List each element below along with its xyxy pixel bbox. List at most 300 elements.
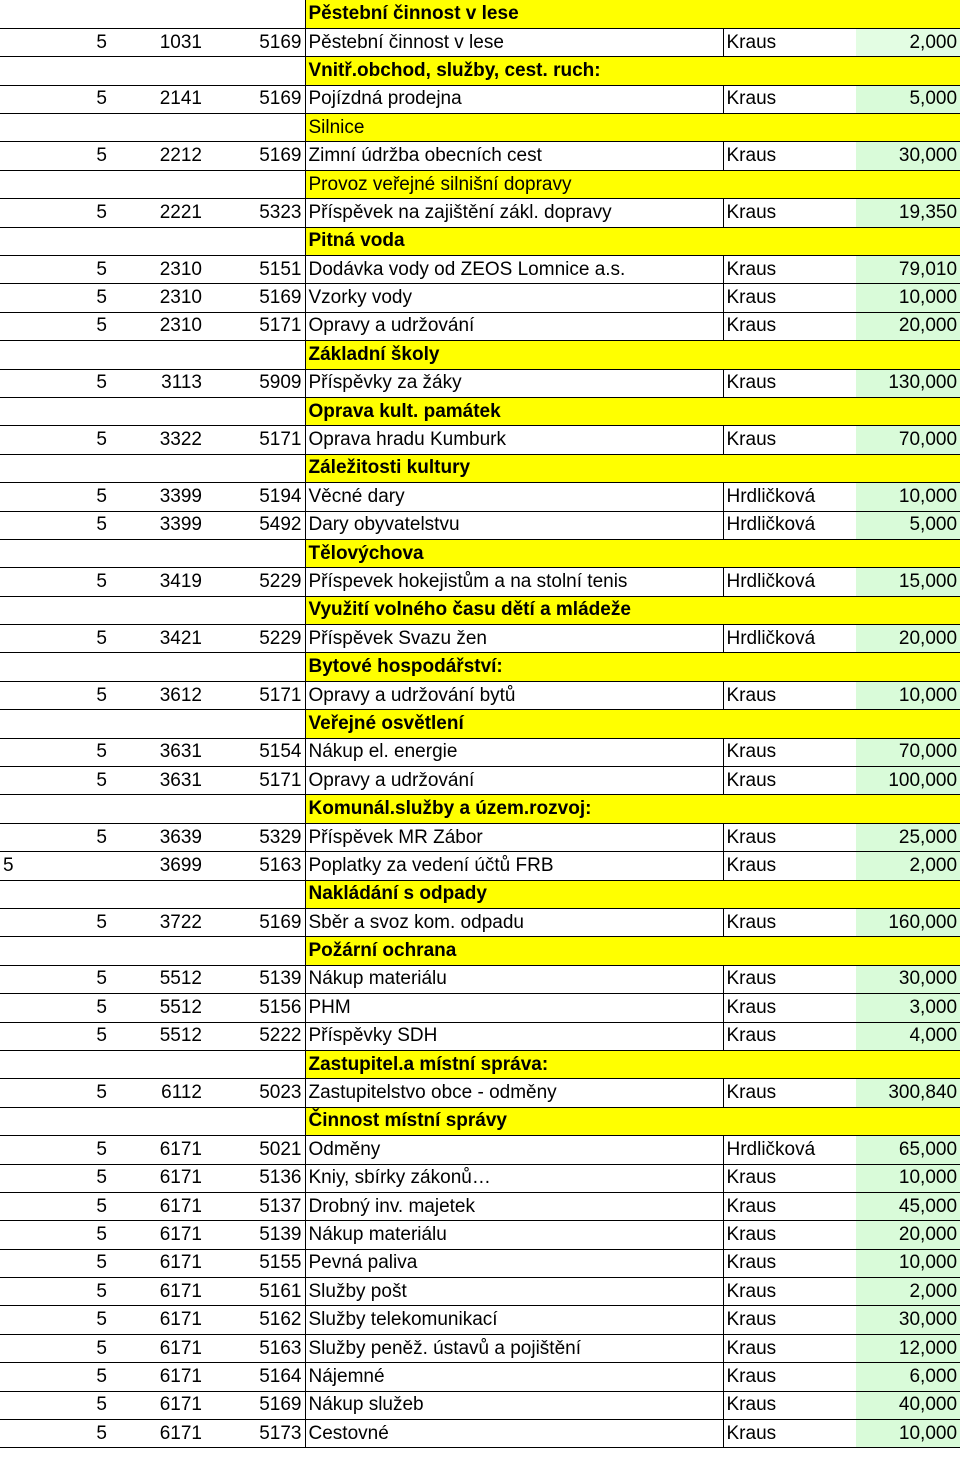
- amount-cell: 10,000: [856, 681, 960, 709]
- description-cell: Příspevek hokejistům a na stolní tenis: [305, 568, 723, 596]
- table-row: [0, 1192, 960, 1220]
- responsible-cell: Kraus: [723, 369, 856, 397]
- amount-cell: 2,000: [856, 852, 960, 880]
- empty-cell: [0, 57, 107, 85]
- empty-cell: [107, 1050, 205, 1078]
- empty-cell: [0, 114, 107, 142]
- item-code-cell: 5021: [205, 1136, 305, 1164]
- class-cell: 5: [0, 142, 107, 170]
- section-heading: Zastupitel.a místní správa:: [305, 1050, 960, 1078]
- class-cell: 5: [0, 1363, 107, 1391]
- empty-cell: [0, 880, 107, 908]
- empty-cell: [107, 170, 205, 198]
- item-code-cell: 5171: [205, 681, 305, 709]
- responsible-cell: Kraus: [723, 1249, 856, 1277]
- item-code-cell: 5323: [205, 199, 305, 227]
- item-code-cell: 5139: [205, 965, 305, 993]
- table-row: [0, 738, 960, 766]
- amount-cell: 6,000: [856, 1363, 960, 1391]
- paragraph-cell: 6171: [107, 1391, 205, 1419]
- empty-cell: [0, 1107, 107, 1135]
- empty-cell: [107, 454, 205, 482]
- table-row: [0, 852, 960, 880]
- table-row: [0, 1136, 960, 1164]
- section-heading: Provoz veřejné silnišní dopravy: [305, 170, 960, 198]
- description-cell: Vzorky vody: [305, 284, 723, 312]
- description-cell: PHM: [305, 994, 723, 1022]
- item-code-cell: 5163: [205, 1334, 305, 1362]
- table-row: [0, 1164, 960, 1192]
- paragraph-cell: 3639: [107, 823, 205, 851]
- section-heading-row: [0, 57, 960, 85]
- amount-cell: 10,000: [856, 1249, 960, 1277]
- item-code-cell: 5909: [205, 369, 305, 397]
- class-cell: 5: [0, 823, 107, 851]
- class-cell: 5: [0, 767, 107, 795]
- empty-cell: [0, 397, 107, 425]
- amount-cell: 10,000: [856, 284, 960, 312]
- amount-cell: 79,010: [856, 256, 960, 284]
- description-cell: Služby pošt: [305, 1278, 723, 1306]
- paragraph-cell: 2310: [107, 256, 205, 284]
- amount-cell: 65,000: [856, 1136, 960, 1164]
- responsible-cell: Kraus: [723, 1391, 856, 1419]
- responsible-cell: Kraus: [723, 1221, 856, 1249]
- paragraph-cell: 3722: [107, 909, 205, 937]
- description-cell: Odměny: [305, 1136, 723, 1164]
- paragraph-cell: 6171: [107, 1363, 205, 1391]
- description-cell: Příspěvek Svazu žen: [305, 625, 723, 653]
- item-code-cell: 5156: [205, 994, 305, 1022]
- section-heading-row: [0, 397, 960, 425]
- empty-cell: [0, 596, 107, 624]
- empty-cell: [0, 341, 107, 369]
- item-code-cell: 5161: [205, 1278, 305, 1306]
- description-cell: Opravy a udržování: [305, 767, 723, 795]
- section-heading-row: [0, 653, 960, 681]
- section-heading-row: [0, 1107, 960, 1135]
- table-row: [0, 1391, 960, 1419]
- section-heading-row: [0, 880, 960, 908]
- responsible-cell: Kraus: [723, 312, 856, 340]
- amount-cell: 130,000: [856, 369, 960, 397]
- class-cell: 5: [0, 199, 107, 227]
- item-code-cell: 5222: [205, 1022, 305, 1050]
- description-cell: Drobný inv. majetek: [305, 1192, 723, 1220]
- table-row: [0, 511, 960, 539]
- description-cell: Nákup materiálu: [305, 1221, 723, 1249]
- table-row: [0, 767, 960, 795]
- description-cell: Nájemné: [305, 1363, 723, 1391]
- amount-cell: 20,000: [856, 1221, 960, 1249]
- empty-cell: [107, 341, 205, 369]
- responsible-cell: Kraus: [723, 1192, 856, 1220]
- paragraph-cell: 6171: [107, 1136, 205, 1164]
- paragraph-cell: 6171: [107, 1192, 205, 1220]
- section-heading-row: [0, 227, 960, 255]
- responsible-cell: Kraus: [723, 284, 856, 312]
- paragraph-cell: 3322: [107, 426, 205, 454]
- description-cell: Zastupitelstvo obce - odměny: [305, 1079, 723, 1107]
- amount-cell: 2,000: [856, 28, 960, 56]
- empty-cell: [107, 227, 205, 255]
- item-code-cell: 5169: [205, 284, 305, 312]
- paragraph-cell: 6171: [107, 1420, 205, 1448]
- table-row: [0, 1278, 960, 1306]
- item-code-cell: 5492: [205, 511, 305, 539]
- empty-cell: [107, 114, 205, 142]
- item-code-cell: 5171: [205, 767, 305, 795]
- empty-cell: [0, 454, 107, 482]
- empty-cell: [0, 795, 107, 823]
- class-cell: 5: [0, 28, 107, 56]
- amount-cell: 3,000: [856, 994, 960, 1022]
- empty-cell: [0, 0, 107, 28]
- table-row: [0, 1420, 960, 1448]
- item-code-cell: 5137: [205, 1192, 305, 1220]
- empty-cell: [205, 397, 305, 425]
- table-row: [0, 312, 960, 340]
- description-cell: Příspěvek na zajištění zákl. dopravy: [305, 199, 723, 227]
- empty-cell: [205, 539, 305, 567]
- paragraph-cell: 5512: [107, 994, 205, 1022]
- paragraph-cell: 2310: [107, 284, 205, 312]
- paragraph-cell: 5512: [107, 1022, 205, 1050]
- class-cell: 5: [0, 625, 107, 653]
- table-row: [0, 284, 960, 312]
- item-code-cell: 5229: [205, 568, 305, 596]
- section-heading-row: [0, 1050, 960, 1078]
- paragraph-cell: 2221: [107, 199, 205, 227]
- description-cell: Dodávka vody od ZEOS Lomnice a.s.: [305, 256, 723, 284]
- section-heading-row: [0, 710, 960, 738]
- responsible-cell: Hrdličková: [723, 1136, 856, 1164]
- section-heading: Tělovýchova: [305, 539, 960, 567]
- empty-cell: [205, 0, 305, 28]
- section-heading-row: [0, 0, 960, 28]
- table-row: [0, 994, 960, 1022]
- empty-cell: [205, 880, 305, 908]
- amount-cell: 30,000: [856, 1306, 960, 1334]
- item-code-cell: 5164: [205, 1363, 305, 1391]
- responsible-cell: Kraus: [723, 1278, 856, 1306]
- table-row: [0, 625, 960, 653]
- section-heading: Základní školy: [305, 341, 960, 369]
- amount-cell: 30,000: [856, 142, 960, 170]
- responsible-cell: Kraus: [723, 1334, 856, 1362]
- empty-cell: [205, 710, 305, 738]
- item-code-cell: 5329: [205, 823, 305, 851]
- class-cell: 5: [0, 738, 107, 766]
- amount-cell: 45,000: [856, 1192, 960, 1220]
- paragraph-cell: 3631: [107, 767, 205, 795]
- paragraph-cell: 2212: [107, 142, 205, 170]
- section-heading: Oprava kult. památek: [305, 397, 960, 425]
- amount-cell: 20,000: [856, 312, 960, 340]
- item-code-cell: 5023: [205, 1079, 305, 1107]
- amount-cell: 10,000: [856, 1164, 960, 1192]
- class-cell: 5: [0, 1164, 107, 1192]
- section-heading-row: [0, 596, 960, 624]
- description-cell: Kniy, sbírky zákonů…: [305, 1164, 723, 1192]
- empty-cell: [107, 937, 205, 965]
- description-cell: Cestovné: [305, 1420, 723, 1448]
- responsible-cell: Kraus: [723, 1022, 856, 1050]
- empty-cell: [0, 170, 107, 198]
- amount-cell: 4,000: [856, 1022, 960, 1050]
- description-cell: Nákup služeb: [305, 1391, 723, 1419]
- responsible-cell: Kraus: [723, 256, 856, 284]
- responsible-cell: Kraus: [723, 142, 856, 170]
- item-code-cell: 5169: [205, 28, 305, 56]
- empty-cell: [0, 539, 107, 567]
- responsible-cell: Kraus: [723, 767, 856, 795]
- section-heading-row: [0, 937, 960, 965]
- responsible-cell: Kraus: [723, 28, 856, 56]
- description-cell: Věcné dary: [305, 483, 723, 511]
- item-code-cell: 5173: [205, 1420, 305, 1448]
- responsible-cell: Kraus: [723, 909, 856, 937]
- amount-cell: 12,000: [856, 1334, 960, 1362]
- class-cell: 5: [0, 369, 107, 397]
- table-row: [0, 483, 960, 511]
- description-cell: Dary obyvatelstvu: [305, 511, 723, 539]
- amount-cell: 20,000: [856, 625, 960, 653]
- section-heading: Veřejné osvětlení: [305, 710, 960, 738]
- class-cell: 5: [0, 852, 107, 880]
- class-cell: 5: [0, 1249, 107, 1277]
- table-row: [0, 965, 960, 993]
- responsible-cell: Kraus: [723, 1420, 856, 1448]
- table-row: [0, 28, 960, 56]
- description-cell: Nákup materiálu: [305, 965, 723, 993]
- description-cell: Nákup el. energie: [305, 738, 723, 766]
- class-cell: 5: [0, 1278, 107, 1306]
- responsible-cell: Hrdličková: [723, 511, 856, 539]
- amount-cell: 5,000: [856, 85, 960, 113]
- description-cell: Pevná paliva: [305, 1249, 723, 1277]
- empty-cell: [0, 710, 107, 738]
- section-heading: Pěstební činnost v lese: [305, 0, 960, 28]
- item-code-cell: 5229: [205, 625, 305, 653]
- responsible-cell: Kraus: [723, 85, 856, 113]
- description-cell: Oprava hradu Kumburk: [305, 426, 723, 454]
- item-code-cell: 5169: [205, 909, 305, 937]
- empty-cell: [205, 596, 305, 624]
- empty-cell: [205, 341, 305, 369]
- section-heading-row: [0, 539, 960, 567]
- empty-cell: [107, 653, 205, 681]
- section-heading: Nakládání s odpady: [305, 880, 960, 908]
- section-heading: Činnost místní správy: [305, 1107, 960, 1135]
- description-cell: Příspěvky SDH: [305, 1022, 723, 1050]
- section-heading: Pitná voda: [305, 227, 960, 255]
- responsible-cell: Hrdličková: [723, 483, 856, 511]
- item-code-cell: 5171: [205, 426, 305, 454]
- responsible-cell: Hrdličková: [723, 568, 856, 596]
- amount-cell: 70,000: [856, 738, 960, 766]
- description-cell: Pojízdná prodejna: [305, 85, 723, 113]
- table-row: [0, 909, 960, 937]
- table-row: [0, 1306, 960, 1334]
- empty-cell: [205, 653, 305, 681]
- section-heading: Bytové hospodářství:: [305, 653, 960, 681]
- amount-cell: 300,840: [856, 1079, 960, 1107]
- class-cell: 5: [0, 284, 107, 312]
- paragraph-cell: 3399: [107, 511, 205, 539]
- description-cell: Opravy a udržování: [305, 312, 723, 340]
- table-row: [0, 1249, 960, 1277]
- paragraph-cell: 3421: [107, 625, 205, 653]
- description-cell: Příspěvek MR Zábor: [305, 823, 723, 851]
- item-code-cell: 5136: [205, 1164, 305, 1192]
- empty-cell: [0, 227, 107, 255]
- class-cell: 5: [0, 1221, 107, 1249]
- responsible-cell: Kraus: [723, 1164, 856, 1192]
- empty-cell: [205, 937, 305, 965]
- section-heading: Požární ochrana: [305, 937, 960, 965]
- paragraph-cell: 5512: [107, 965, 205, 993]
- empty-cell: [107, 795, 205, 823]
- empty-cell: [0, 1050, 107, 1078]
- empty-cell: [205, 454, 305, 482]
- class-cell: 5: [0, 483, 107, 511]
- table-row: [0, 823, 960, 851]
- empty-cell: [205, 795, 305, 823]
- table-row: [0, 1363, 960, 1391]
- table-row: [0, 426, 960, 454]
- amount-cell: 100,000: [856, 767, 960, 795]
- class-cell: 5: [0, 511, 107, 539]
- empty-cell: [107, 539, 205, 567]
- item-code-cell: 5194: [205, 483, 305, 511]
- class-cell: 5: [0, 1306, 107, 1334]
- class-cell: 5: [0, 1420, 107, 1448]
- amount-cell: 2,000: [856, 1278, 960, 1306]
- table-row: [0, 256, 960, 284]
- empty-cell: [107, 880, 205, 908]
- item-code-cell: 5163: [205, 852, 305, 880]
- class-cell: 5: [0, 426, 107, 454]
- class-cell: 5: [0, 1079, 107, 1107]
- paragraph-cell: 6171: [107, 1278, 205, 1306]
- empty-cell: [0, 937, 107, 965]
- section-heading: Využití volného času dětí a mládeže: [305, 596, 960, 624]
- empty-cell: [107, 0, 205, 28]
- class-cell: 5: [0, 681, 107, 709]
- item-code-cell: 5151: [205, 256, 305, 284]
- responsible-cell: Kraus: [723, 1306, 856, 1334]
- section-heading: Záležitosti kultury: [305, 454, 960, 482]
- empty-cell: [205, 114, 305, 142]
- class-cell: 5: [0, 1022, 107, 1050]
- empty-cell: [107, 596, 205, 624]
- empty-cell: [205, 1050, 305, 1078]
- description-cell: Pěstební činnost v lese: [305, 28, 723, 56]
- responsible-cell: Kraus: [723, 199, 856, 227]
- description-cell: Služby peněž. ústavů a pojištění: [305, 1334, 723, 1362]
- description-cell: Služby telekomunikací: [305, 1306, 723, 1334]
- class-cell: 5: [0, 1136, 107, 1164]
- class-cell: 5: [0, 1334, 107, 1362]
- responsible-cell: Kraus: [723, 738, 856, 766]
- paragraph-cell: 2310: [107, 312, 205, 340]
- table-row: [0, 369, 960, 397]
- table-row: [0, 681, 960, 709]
- paragraph-cell: 1031: [107, 28, 205, 56]
- responsible-cell: Kraus: [723, 426, 856, 454]
- item-code-cell: 5169: [205, 1391, 305, 1419]
- amount-cell: 10,000: [856, 1420, 960, 1448]
- description-cell: Sběr a svoz kom. odpadu: [305, 909, 723, 937]
- amount-cell: 160,000: [856, 909, 960, 937]
- section-heading: Silnice: [305, 114, 960, 142]
- amount-cell: 5,000: [856, 511, 960, 539]
- class-cell: 5: [0, 909, 107, 937]
- class-cell: 5: [0, 965, 107, 993]
- class-cell: 5: [0, 568, 107, 596]
- section-heading-row: [0, 170, 960, 198]
- table-row: [0, 1221, 960, 1249]
- item-code-cell: 5171: [205, 312, 305, 340]
- description-cell: Poplatky za vedení účtů FRB: [305, 852, 723, 880]
- paragraph-cell: 6171: [107, 1164, 205, 1192]
- responsible-cell: Kraus: [723, 965, 856, 993]
- empty-cell: [0, 653, 107, 681]
- paragraph-cell: 6171: [107, 1306, 205, 1334]
- paragraph-cell: 6171: [107, 1249, 205, 1277]
- table-row: [0, 1022, 960, 1050]
- section-heading: Komunál.služby a územ.rozvoj:: [305, 795, 960, 823]
- paragraph-cell: 3419: [107, 568, 205, 596]
- amount-cell: 25,000: [856, 823, 960, 851]
- paragraph-cell: 3699: [107, 852, 205, 880]
- empty-cell: [205, 227, 305, 255]
- class-cell: 5: [0, 1391, 107, 1419]
- class-cell: 5: [0, 312, 107, 340]
- item-code-cell: 5169: [205, 142, 305, 170]
- amount-cell: 19,350: [856, 199, 960, 227]
- paragraph-cell: 3113: [107, 369, 205, 397]
- empty-cell: [205, 1107, 305, 1135]
- table-row: [0, 142, 960, 170]
- table-row: [0, 1079, 960, 1107]
- item-code-cell: 5154: [205, 738, 305, 766]
- paragraph-cell: 3631: [107, 738, 205, 766]
- empty-cell: [107, 1107, 205, 1135]
- paragraph-cell: 3612: [107, 681, 205, 709]
- amount-cell: 10,000: [856, 483, 960, 511]
- paragraph-cell: 6112: [107, 1079, 205, 1107]
- item-code-cell: 5162: [205, 1306, 305, 1334]
- section-heading-row: [0, 114, 960, 142]
- empty-cell: [107, 57, 205, 85]
- table-row: [0, 568, 960, 596]
- table-row: [0, 1334, 960, 1362]
- amount-cell: 70,000: [856, 426, 960, 454]
- class-cell: 5: [0, 1192, 107, 1220]
- paragraph-cell: 2141: [107, 85, 205, 113]
- description-cell: Příspěvky za žáky: [305, 369, 723, 397]
- empty-cell: [205, 170, 305, 198]
- item-code-cell: 5139: [205, 1221, 305, 1249]
- class-cell: 5: [0, 85, 107, 113]
- responsible-cell: Kraus: [723, 1079, 856, 1107]
- responsible-cell: Kraus: [723, 681, 856, 709]
- responsible-cell: Hrdličková: [723, 625, 856, 653]
- class-cell: 5: [0, 994, 107, 1022]
- responsible-cell: Kraus: [723, 852, 856, 880]
